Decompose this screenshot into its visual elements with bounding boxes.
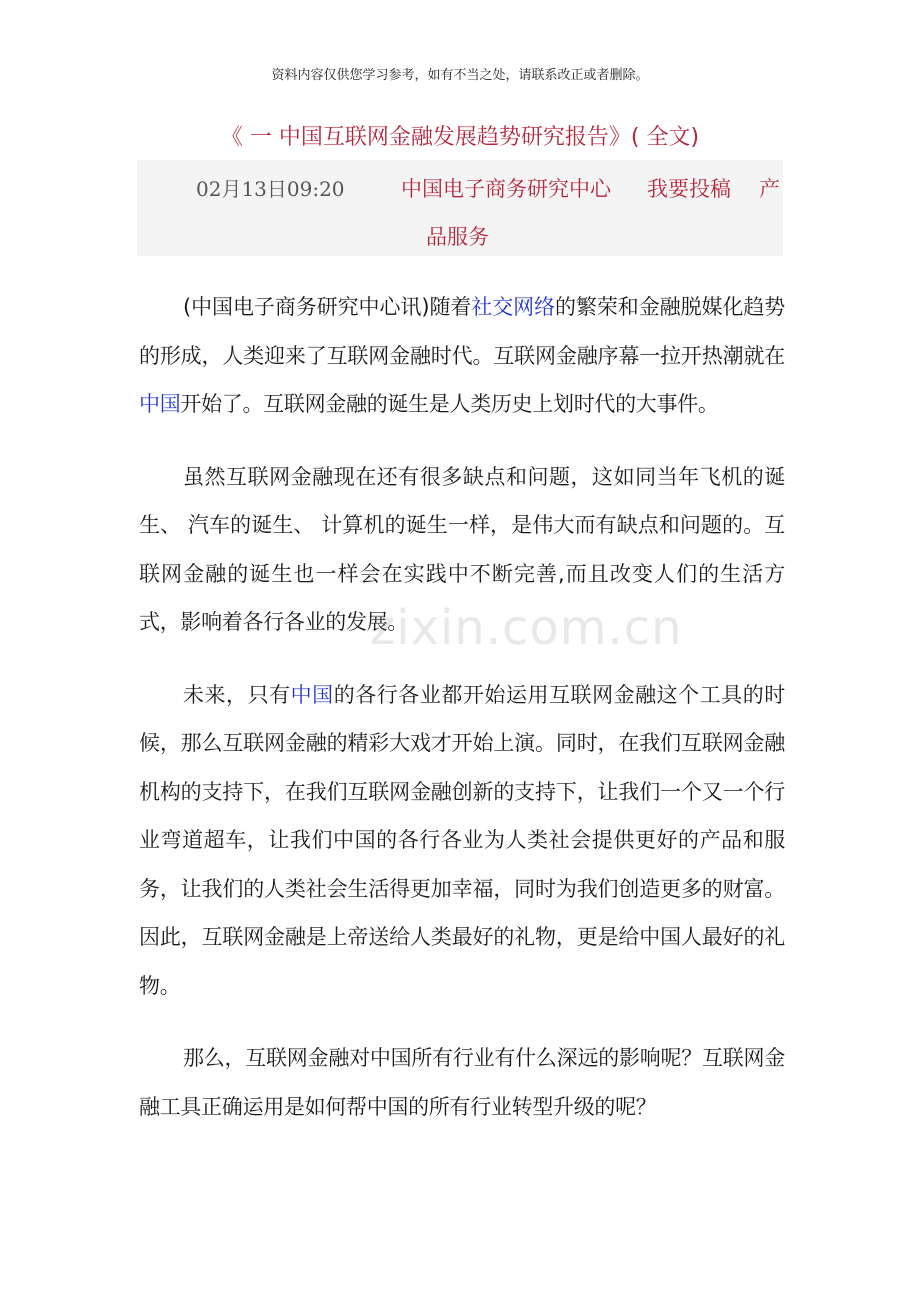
china-link[interactable]: 中国	[139, 392, 181, 416]
paragraph-text: 的繁荣和金融脱媒化趋势的形成，人类迎来了互联网金融时代。互联网金融序幕一拉开热潮就在	[139, 295, 785, 368]
paragraph-1	[139, 283, 785, 429]
paragraph-text: 未来，只有	[183, 682, 291, 707]
source-link[interactable]: 中国电子商务研究中心	[401, 177, 611, 201]
publish-date: 02月13日09:20	[196, 177, 345, 201]
article-title: 《 一 中国互联网金融发展趋势研究报告》( 全文)	[220, 125, 700, 150]
product-service-link-part2[interactable]: 品服务	[426, 225, 489, 249]
paragraph-text: 的各行各业都开始运用互联网金融这个工具的时候，那么互联网金融的精彩大戏才开始上演。同时，在我们互联网金融机构的支持下，在我们互联网金融创新的支持下，让我们一个又一个行业弯道超车，让我们中国的各行各业为人类社会提供更好的产品和服务，让我们的人类社会生活得更加幸福，同时为我们创造更多的财富。因此，互联网金融是上帝送给人类最好的礼物，更是给中国人最好的礼物。	[139, 682, 786, 998]
submit-link[interactable]: 我要投稿	[647, 177, 731, 201]
watermark: zixin.com.cn	[370, 600, 683, 656]
disclaimer-header: 资料内容仅供您学习参考，如有不当之处，请联系改正或者删除。	[271, 68, 649, 83]
paragraph-3	[139, 671, 785, 1011]
paragraph-text: (中国电子商务研究中心讯)随着	[183, 295, 472, 319]
article-body	[139, 283, 785, 1155]
product-service-link-part1[interactable]: 产	[759, 177, 780, 201]
social-network-link[interactable]: 社交网络	[471, 295, 556, 319]
china-link[interactable]: 中国	[290, 682, 334, 707]
paragraph-4: 那么，互联网金融对中国所有行业有什么深远的影响呢？互联网金融工具正确运用是如何帮中国的所有行业转型升级的呢？	[139, 1046, 785, 1119]
paragraph-text: 开始了。互联网金融的诞生是人类历史上划时代的大事件。	[180, 392, 719, 416]
paragraph-2: 虽然互联网金融现在还有很多缺点和问题，这如同当年飞机的诞生、 汽车的诞生、 计算机的诞生一样，是伟大而有缺点和问题的。互联网金融的诞生也一样会在实践中不断完善,而且改变人们的生活方式，影响着各行各业的发展。	[139, 464, 785, 634]
